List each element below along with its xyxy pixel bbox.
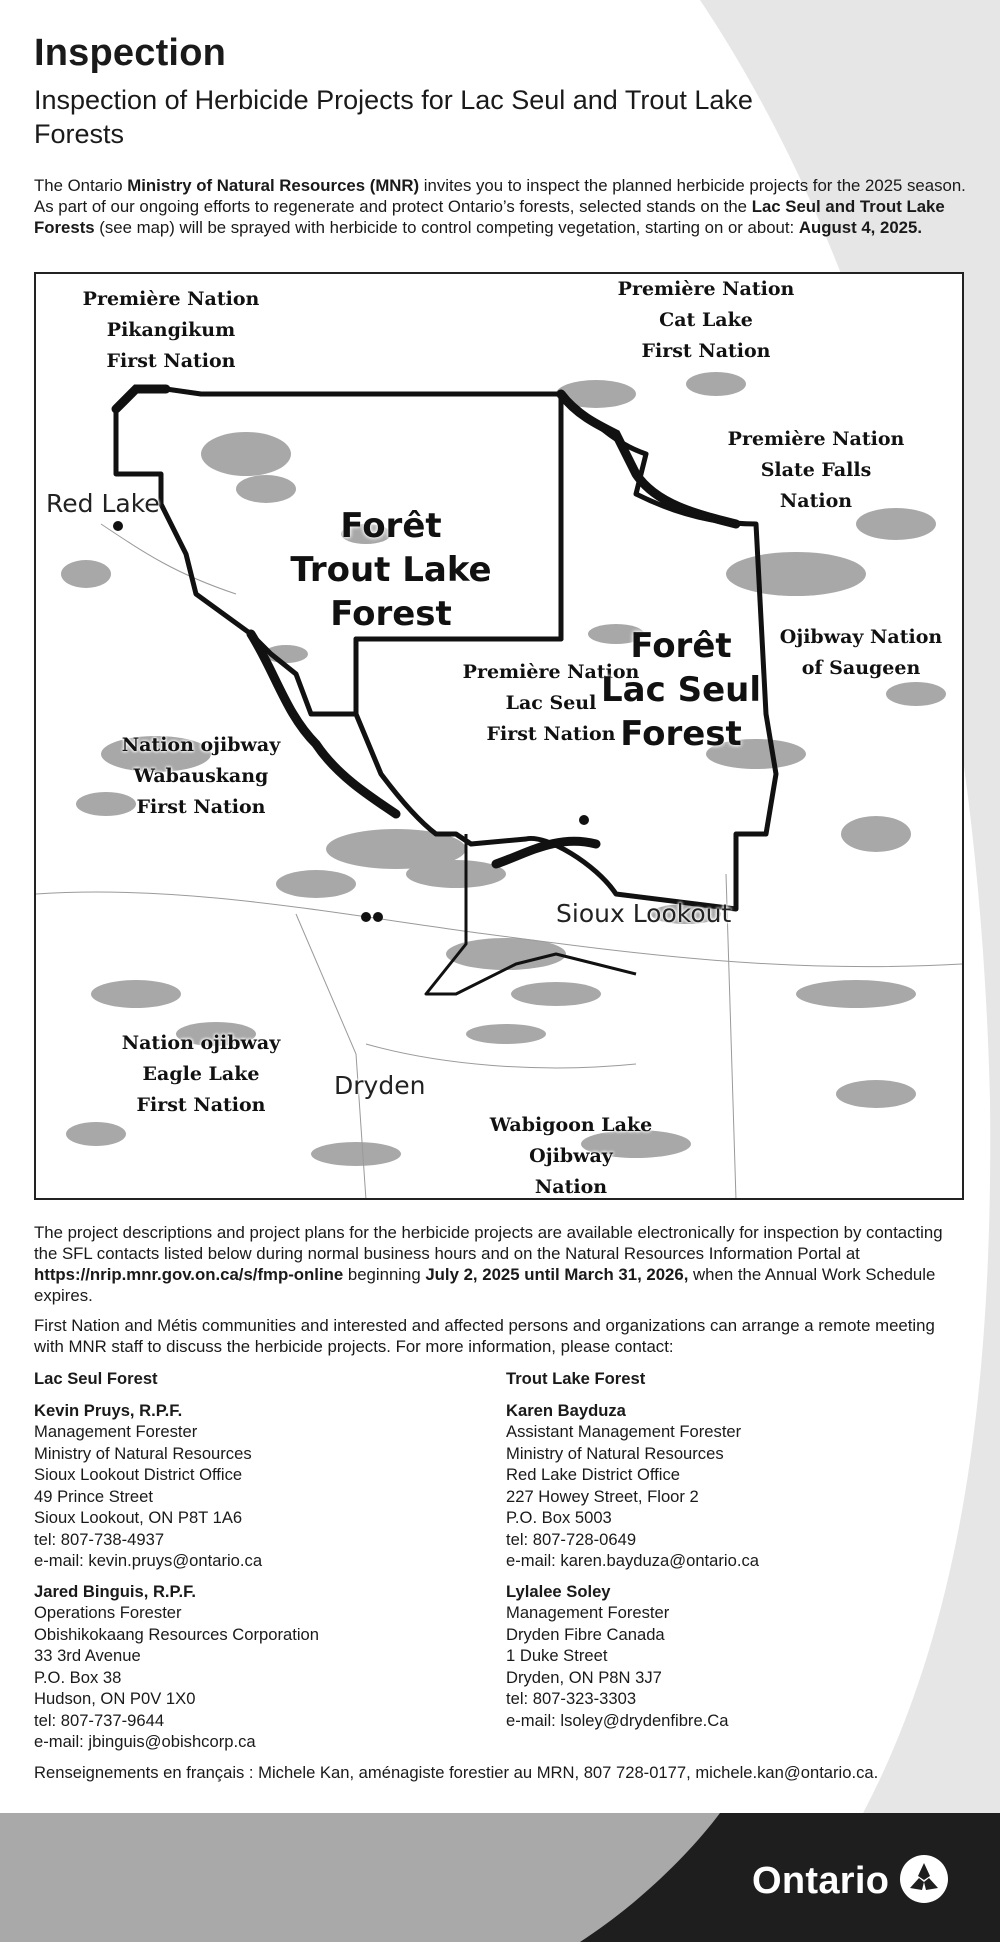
intro-text-1: The Ontario bbox=[34, 176, 128, 195]
intro-bold-date: August 4, 2025. bbox=[798, 218, 922, 237]
intro-text-3: (see map) will be sprayed with herbicide to control competing vegetation, starting on or about: bbox=[94, 218, 799, 237]
intro-bold-forests: Lac Seul and Trout Lake Forests bbox=[34, 197, 945, 237]
label-slate-falls: Première Nation Slate Falls Nation bbox=[727, 428, 905, 512]
label-trout-lake-forest: Forêt Trout Lake Forest bbox=[290, 506, 492, 634]
contacts-title: Lac Seul Forest bbox=[34, 1369, 158, 1388]
label-eagle-lake: Nation ojibway Eagle Lake First Nation bbox=[121, 1032, 281, 1116]
intro-bold-ministry: Ministry of Natural Resources (MNR) bbox=[127, 176, 420, 195]
forest-map bbox=[34, 272, 964, 1200]
meeting-paragraph: First Nation and Métis communities and interested and affected persons and organizations can arrange a remote meeting with MNR staff to discuss the herbicide projects. For more information, please contact: bbox=[34, 1316, 935, 1356]
portal-paragraph: The project descriptions and project plans for the herbicide projects are available electronically for inspection by contacting the SFL contacts listed below during normal business hours and on the Natural Resources Information Portal at https://nrip.mnr.gov.on.ca/s/fmp-online beginning July 2, 2025 until March 31, 2026, when the Annual Work Schedule expires. bbox=[34, 1223, 943, 1305]
contact-email[interactable]: e-mail: jbinguis@obishcorp.ca bbox=[34, 1732, 256, 1751]
contact-name: Jared Binguis, R.P.F. bbox=[34, 1581, 196, 1601]
contact-name: Lylalee Soley bbox=[506, 1581, 611, 1601]
contacts-lac-seul bbox=[34, 1368, 494, 1762]
contact-email[interactable]: e-mail: kevin.pruys@ontario.ca bbox=[34, 1551, 263, 1570]
intro-paragraph bbox=[34, 175, 966, 238]
ontario-wordmark: Ontario bbox=[752, 1859, 890, 1902]
french-info: Renseignements en français : Michele Kan, aménagiste forestier au MRN, 807 728-0177, michele.kan@ontario.ca. bbox=[34, 1763, 879, 1782]
trillium-icon bbox=[899, 1854, 949, 1909]
header bbox=[34, 32, 966, 238]
label-lac-seul-forest: Forêt Lac Seul Forest bbox=[600, 626, 761, 754]
contacts-trout-lake bbox=[506, 1368, 966, 1740]
label-cat-lake: Première Nation Cat Lake First Nation bbox=[617, 278, 795, 362]
portal-url[interactable]: https://nrip.mnr.gov.on.ca/s/fmp-online bbox=[34, 1265, 344, 1284]
contact-card: Kevin Pruys, R.P.F. Management Forester Ministry of Natural Resources Sioux Lookout District Office 49 Prince Street Sioux Lookout, ON P8T 1A6 tel: 807-738-4937 e-mail: kevin.pruys@ontario.ca bbox=[34, 1400, 494, 1572]
contact-card: Jared Binguis, R.P.F. Operations Forester Obishikokaang Resources Corporation 33 3rd Avenue P.O. Box 38 Hudson, ON P0V 1X0 tel: 807-737-9644 e-mail: jbinguis@obishcorp.ca bbox=[34, 1581, 494, 1753]
label-pikangikum: Première Nation Pikangikum First Nation bbox=[82, 288, 260, 372]
ontario-logo bbox=[752, 1855, 949, 1907]
label-saugeen: Ojibway Nation of Saugeen bbox=[779, 626, 943, 679]
contact-card: Lylalee Soley Management Forester Dryden Fibre Canada 1 Duke Street Dryden, ON P8N 3J7 tel: 807-323-3303 e-mail: lsoley@drydenfibre.Ca bbox=[506, 1581, 966, 1732]
contact-card: Karen Bayduza Assistant Management Forester Ministry of Natural Resources Red Lake District Office 227 Howey Street, Floor 2 P.O. Box 5003 tel: 807-728-0649 e-mail: karen.bayduza@ontario.ca bbox=[506, 1400, 966, 1572]
label-wabigoon: Wabigoon Lake Ojibway Nation bbox=[489, 1114, 653, 1198]
label-lac-seul: Première Nation Lac Seul First Nation bbox=[462, 661, 640, 745]
label-wabauskang: Nation ojibway Wabauskang First Nation bbox=[121, 734, 281, 818]
body-text bbox=[34, 1222, 969, 1366]
page-subtitle: Inspection of Herbicide Projects for Lac Seul and Trout Lake Forests bbox=[34, 85, 753, 149]
availability-dates: July 2, 2025 until March 31, 2026, bbox=[425, 1265, 689, 1284]
page-title: Inspection bbox=[34, 32, 227, 74]
contact-email[interactable]: e-mail: karen.bayduza@ontario.ca bbox=[506, 1551, 759, 1570]
contacts-title: Trout Lake Forest bbox=[506, 1369, 646, 1388]
label-red-lake: Red Lake bbox=[46, 489, 160, 518]
label-dryden: Dryden bbox=[334, 1071, 426, 1100]
label-sioux-lookout: Sioux Lookout bbox=[556, 899, 732, 928]
contact-email[interactable]: e-mail: lsoley@drydenfibre.Ca bbox=[506, 1710, 729, 1730]
contact-name: Karen Bayduza bbox=[506, 1400, 626, 1420]
intro-text-2: invites you to inspect the planned herbicide projects for the 2025 season. As part of our ongoing efforts to regenerate and protect Ontario’s forests, selected stands on the bbox=[34, 176, 966, 216]
contact-name: Kevin Pruys, R.P.F. bbox=[34, 1400, 183, 1420]
